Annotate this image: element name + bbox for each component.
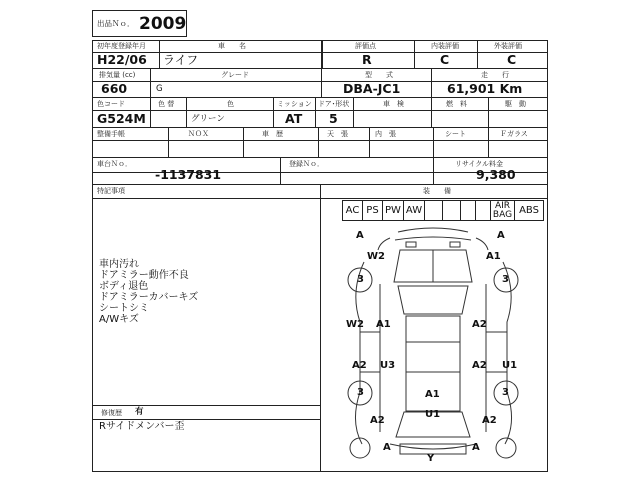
label-notes: 特記事項 <box>97 187 125 195</box>
lot-number-box <box>92 10 187 37</box>
label-repair-history: 修復歴 <box>101 409 122 417</box>
value-grade: G <box>156 84 163 94</box>
damage-left-rear-door-u: U3 <box>380 360 396 371</box>
remark-item: ドアミラーカバーキズ <box>99 292 199 303</box>
label-exterior-score: 外装評価 <box>494 42 522 50</box>
damage-right-front-wheel: 3 <box>502 274 509 285</box>
label-grade: グレード <box>221 71 249 79</box>
label-sunroof: 天 張 <box>327 130 348 138</box>
lot-number-value: 2009 <box>139 14 187 34</box>
damage-bottom-right: A <box>472 442 480 453</box>
equipment-ps: PS <box>362 200 383 221</box>
damage-rear-left: A2 <box>370 415 385 426</box>
value-interior-score: C <box>440 52 450 67</box>
damage-rear-center-a: A1 <box>425 389 440 400</box>
lot-number-label: 出品Ｎｏ． <box>97 19 135 28</box>
damage-rear-center-u: U1 <box>425 409 441 420</box>
value-first-registration: H22/06 <box>97 52 147 67</box>
label-doors-shape: ドア･形状 <box>318 100 350 108</box>
label-fuel: 燃 料 <box>446 100 467 108</box>
value-repair-history: 有 <box>135 407 144 417</box>
damage-bottom-left: A <box>383 442 391 453</box>
label-seat: シート <box>445 130 466 138</box>
car-damage-diagram <box>320 222 547 470</box>
remark-item: ドアミラー動作不良 <box>99 270 189 281</box>
label-color-code: 色コード <box>97 100 125 108</box>
label-front-glass: Ｆガラス <box>500 130 528 138</box>
value-color: グリーン <box>191 114 225 124</box>
damage-right-front-door: A2 <box>472 319 487 330</box>
damage-left-front-wheel: 3 <box>357 274 364 285</box>
equipment-empty <box>424 200 443 221</box>
label-mileage: 走 行 <box>481 71 509 79</box>
remark-item: シートシミ <box>99 303 149 314</box>
damage-right-rear-wheel: 3 <box>502 387 509 398</box>
value-exterior-score: C <box>507 52 517 67</box>
label-model-name: 車 名 <box>218 42 246 50</box>
value-mileage: 61,901 Km <box>447 81 523 96</box>
label-drive: 駆 動 <box>505 100 526 108</box>
label-interior-score: 内装評価 <box>431 42 459 50</box>
damage-left-front-fender: W2 <box>367 251 385 262</box>
equipment-empty <box>475 200 491 221</box>
label-interior-trim: 内 張 <box>375 130 396 138</box>
damage-right-rear-door-a: A2 <box>472 360 487 371</box>
damage-right-front-fender: A1 <box>486 251 501 262</box>
label-chassis-no: 車台Ｎｏ． <box>97 160 132 168</box>
value-color-code: G524M <box>97 111 146 126</box>
damage-left-front-door-w: W2 <box>346 319 364 330</box>
value-transmission: AT <box>285 111 303 126</box>
damage-front-right-corner: A <box>497 230 505 241</box>
damage-front-left-corner: A <box>356 230 364 241</box>
label-equipment: 装 備 <box>423 187 451 195</box>
value-chassis-no: -1137831 <box>155 167 222 182</box>
value-displacement: 660 <box>101 81 128 96</box>
value-model-code: DBA-JC1 <box>343 81 401 96</box>
label-service-book: 整備手帳 <box>97 130 125 138</box>
label-history: 車 歴 <box>262 130 283 138</box>
label-color: 色 <box>227 100 234 108</box>
equipment-airbag: AIR BAG <box>490 200 515 221</box>
remark-item: 車内汚れ <box>99 259 139 270</box>
equipment-aw: AW <box>403 200 425 221</box>
label-first-registration: 初年度登録年月 <box>97 42 146 50</box>
equipment-abs: ABS <box>514 200 544 221</box>
label-displacement: 排気量 (cc) <box>99 71 136 79</box>
equipment-ac: AC <box>342 200 363 221</box>
remark-item: A/Wキズ <box>99 314 139 325</box>
label-nox: ＮＯＸ <box>188 130 209 138</box>
damage-left-front-door-a: A1 <box>376 319 391 330</box>
repair-note: Rサイドメンバー歪 <box>99 421 185 432</box>
label-model-code: 型 式 <box>365 71 393 79</box>
remark-item: ボディ退色 <box>99 281 149 292</box>
value-doors: 5 <box>329 111 338 126</box>
value-score: R <box>362 52 372 67</box>
label-transmission: ミッション <box>277 100 312 108</box>
damage-rear-right: A2 <box>482 415 497 426</box>
value-recycle-fee: 9,380 <box>476 167 516 182</box>
label-registration-no: 登録Ｎｏ． <box>289 160 324 168</box>
damage-bottom-center: Y <box>427 453 435 464</box>
label-color-change: 色 替 <box>158 100 175 108</box>
damage-right-rear-door-u: U1 <box>502 360 518 371</box>
equipment-pw: PW <box>382 200 404 221</box>
equipment-empty <box>442 200 461 221</box>
damage-left-rear-wheel: 3 <box>357 387 364 398</box>
equipment-empty <box>460 200 476 221</box>
damage-left-rear-door-a: A2 <box>352 360 367 371</box>
label-recycle-fee: リサイクル料金 <box>455 160 504 168</box>
label-inspection: 車 検 <box>383 100 404 108</box>
value-model-name: ライフ <box>163 53 199 67</box>
label-score: 評価点 <box>355 42 376 50</box>
